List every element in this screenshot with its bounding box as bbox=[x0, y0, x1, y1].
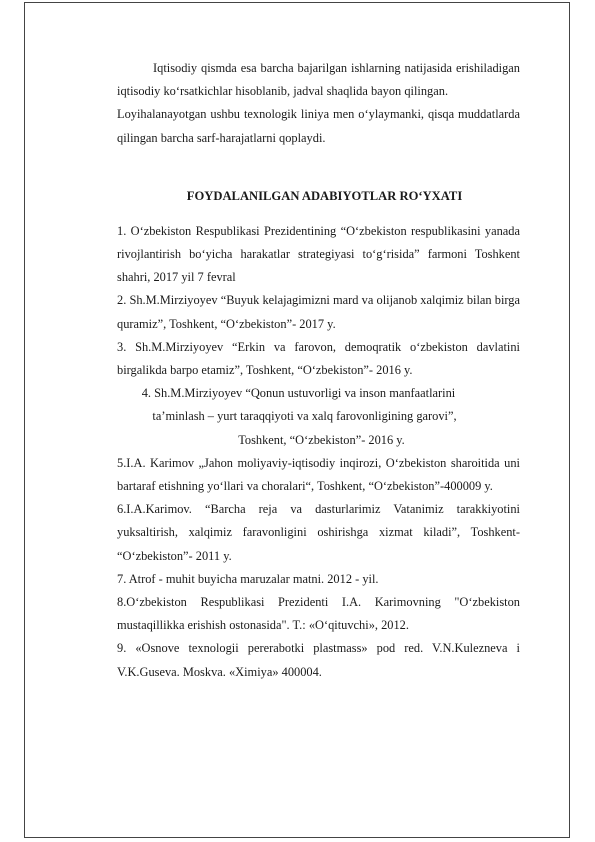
reference-item-1: 1. O‘zbekiston Respublikasi Prezidentining “O‘zbekiston respublikasini yanada rivojlantirish bo‘yicha harakatlar strategiyasi to‘g‘risida” farmoni Toshkent shahri, 2017 yil 7 fevral bbox=[117, 223, 520, 285]
reference-item-2: 2. Sh.M.Mirziyoyev “Buyuk kelajagimizni mard va olijanob xalqimiz bilan birga quramiz”, Toshkent, “O‘zbekiston”- 2017 y. bbox=[117, 293, 520, 331]
reference-item-4-line-1: 4. Sh.M.Mirziyoyev “Qonun ustuvorligi va inson manfaatlarini bbox=[141, 386, 456, 401]
intro-paragraph-2: Loyihalanayotgan ushbu texnologik liniya men o‘ylaymanki, qisqa muddatlarda qilingan barcha sarf-harajatlarni qoplaydi. bbox=[117, 107, 520, 145]
reference-item-4-line-2: ta’minlash – yurt taraqqiyoti va xalq farovonligining garovi”, bbox=[152, 409, 457, 424]
reference-item-6: 6.I.A.Karimov. “Barcha reja va dasturlarimiz Vatanimiz tarakkiyotini yuksaltirish, xalqimiz faravonligini oshirishga xizmat kiladi”, Toshkent- “O‘zbekiston”- 2011 y. bbox=[117, 502, 520, 563]
intro-paragraph-1: Iqtisodiy qismda esa barcha bajarilgan ishlarning natijasida erishiladigan iqtisodiy ko‘rsatkichlar hisoblanib, jadval shaqlida bayon qilingan. bbox=[117, 61, 520, 99]
document-body bbox=[117, 57, 520, 684]
references-heading: FOYDALANILGAN ADABIYOTLAR RO‘YXATI bbox=[186, 188, 463, 203]
reference-item-8: 8.O‘zbekiston Respublikasi Prezidenti I.A. Karimovning "O‘zbekiston mustaqillikka erishish ostonasida". T.: «O‘qituvchi», 2012. bbox=[117, 595, 520, 633]
reference-item-3: 3. Sh.M.Mirziyoyev “Erkin va farovon, demoqratik o‘zbekiston davlatini birgalikda barpo etamiz”, Toshkent, “O‘zbekiston”- 2016 y. bbox=[117, 339, 520, 378]
reference-item-5: 5.I.A. Karimov „Jahon moliyaviy-iqtisodiy inqirozi, O‘zbekiston sharoitida uni bartaraf etishning yo‘llari va choralari“, Toshkent, “O‘zbekiston”-400009 y. bbox=[117, 455, 520, 494]
reference-item-9: 9. «Osnove texnologii pererabotki plastmass» pod red. V.N.Kulezneva i V.K.Guseva. Moskva. «Ximiya» 400004. bbox=[117, 641, 520, 679]
reference-item-4-line-3: Toshkent, “O‘zbekiston”- 2016 y. bbox=[238, 432, 405, 447]
reference-item-7: 7. Atrof - muhit buyicha maruzalar matni. 2012 - yil. bbox=[117, 571, 379, 586]
